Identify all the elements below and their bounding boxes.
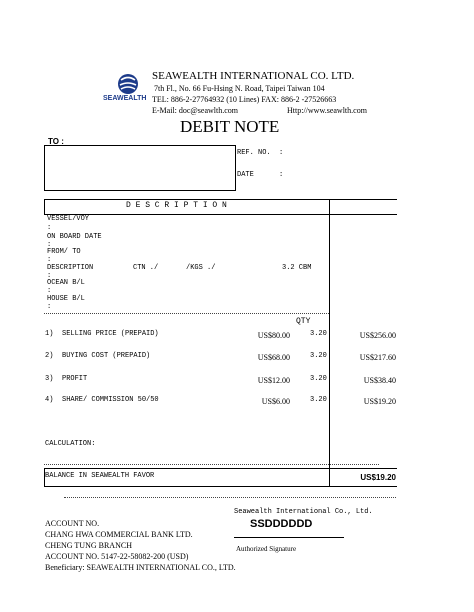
bank-name: CHANG HWA COMMERCIAL BANK LTD. <box>45 530 193 539</box>
charge-amount: US$217.60 <box>359 353 396 362</box>
company-tel-fax: TEL: 886-2-27764932 (10 Lines) FAX: 886-2 -27526663 <box>152 95 337 104</box>
description-colon: : <box>47 272 52 280</box>
ref-colon: : <box>279 149 284 157</box>
charge-qty: 3.20 <box>310 375 327 383</box>
balance-bottom-rule <box>44 486 397 487</box>
calculation-separator <box>44 464 379 465</box>
description-label: DESCRIPTION <box>47 264 94 272</box>
description-header: D E S C R I P T I O N <box>126 201 227 210</box>
charge-label: PROFIT <box>62 375 88 383</box>
charge-qty: 3.20 <box>310 330 327 338</box>
cbm-value: 3.2 CBM <box>282 264 312 272</box>
charge-number: 4) <box>45 396 54 404</box>
recipient-box <box>44 145 236 191</box>
charge-qty: 3.20 <box>310 396 327 404</box>
charge-label: SELLING PRICE (PREPAID) <box>62 330 159 338</box>
charge-label: SHARE/ COMMISSION 50/50 <box>62 396 159 404</box>
to-label: TO : <box>48 137 64 146</box>
company-website: Http://www.seawlth.com <box>287 106 367 115</box>
charge-number: 2) <box>45 352 54 360</box>
charge-amount: US$38.40 <box>363 376 396 385</box>
signature-mark: SSDDDDDD <box>250 518 313 530</box>
date-colon: : <box>279 171 284 179</box>
charge-unit-price: US$68.00 <box>257 353 290 362</box>
date-label: DATE <box>237 171 254 179</box>
balance-amount: US$19.20 <box>360 473 396 482</box>
bank-branch: CHENG TUNG BRANCH <box>45 541 132 550</box>
from-to-label: FROM/ TO <box>47 248 81 256</box>
charge-label: BUYING COST (PREPAID) <box>62 352 151 360</box>
charge-qty: 3.20 <box>310 352 327 360</box>
balance-label: BALANCE IN SEAWEALTH FAVOR <box>45 472 155 480</box>
header-bottom-rule <box>44 214 397 215</box>
ocean-bl-colon: : <box>47 287 52 295</box>
header-top-rule <box>44 199 397 200</box>
vessel-colon: : <box>47 224 52 232</box>
company-email: E-Mail: doc@seawlth.com <box>152 106 239 115</box>
ref-label: REF. NO. <box>237 149 271 157</box>
from-to-colon: : <box>47 256 52 264</box>
qty-header: QTY <box>296 317 311 326</box>
signature-rule <box>234 537 344 538</box>
on-board-label: ON BOARD DATE <box>47 233 102 241</box>
charge-number: 1) <box>45 330 54 338</box>
signature-label: Authorized Signature <box>236 545 297 553</box>
calculation-label: CALCULATION: <box>45 440 96 448</box>
doc-title: DEBIT NOTE <box>180 117 280 136</box>
on-board-colon: : <box>47 241 52 249</box>
charge-unit-price: US$12.00 <box>257 376 290 385</box>
charge-amount: US$256.00 <box>359 331 396 340</box>
ctn-value: CTN ./ <box>133 264 159 272</box>
fields-separator <box>44 313 329 314</box>
charge-unit-price: US$6.00 <box>261 397 290 406</box>
vessel-label: VESSEL/VOY <box>47 215 90 223</box>
beneficiary: Beneficiary: SEAWEALTH INTERNATIONAL CO., LTD. <box>45 563 236 572</box>
charge-unit-price: US$80.00 <box>257 331 290 340</box>
logo-text: SEAWEALTH <box>103 95 147 102</box>
house-bl-label: HOUSE B/L <box>47 295 85 303</box>
charge-number: 3) <box>45 375 54 383</box>
balance-top-rule <box>44 468 397 469</box>
account-line-1: ACCOUNT NO. <box>45 519 100 528</box>
ocean-bl-label: OCEAN B/L <box>47 279 85 287</box>
account-number: ACCOUNT NO. 5147-22-58082-200 (USD) <box>45 552 189 561</box>
footer-separator <box>64 497 396 498</box>
charge-amount: US$19.20 <box>363 397 396 406</box>
balance-left-edge <box>44 468 45 486</box>
balance-divider <box>329 468 330 486</box>
kgs-value: /KGS ./ <box>186 264 216 272</box>
header-left-edge <box>44 199 45 214</box>
company-name: SEAWEALTH INTERNATIONAL CO. LTD. <box>152 70 355 82</box>
signature-company: Seawealth International Co., Ltd. <box>234 508 373 516</box>
house-bl-colon: : <box>47 303 52 311</box>
company-address: 7th Fl., No. 66 Fu-Hsing N. Road, Taipei Taiwan 104 <box>154 84 325 93</box>
